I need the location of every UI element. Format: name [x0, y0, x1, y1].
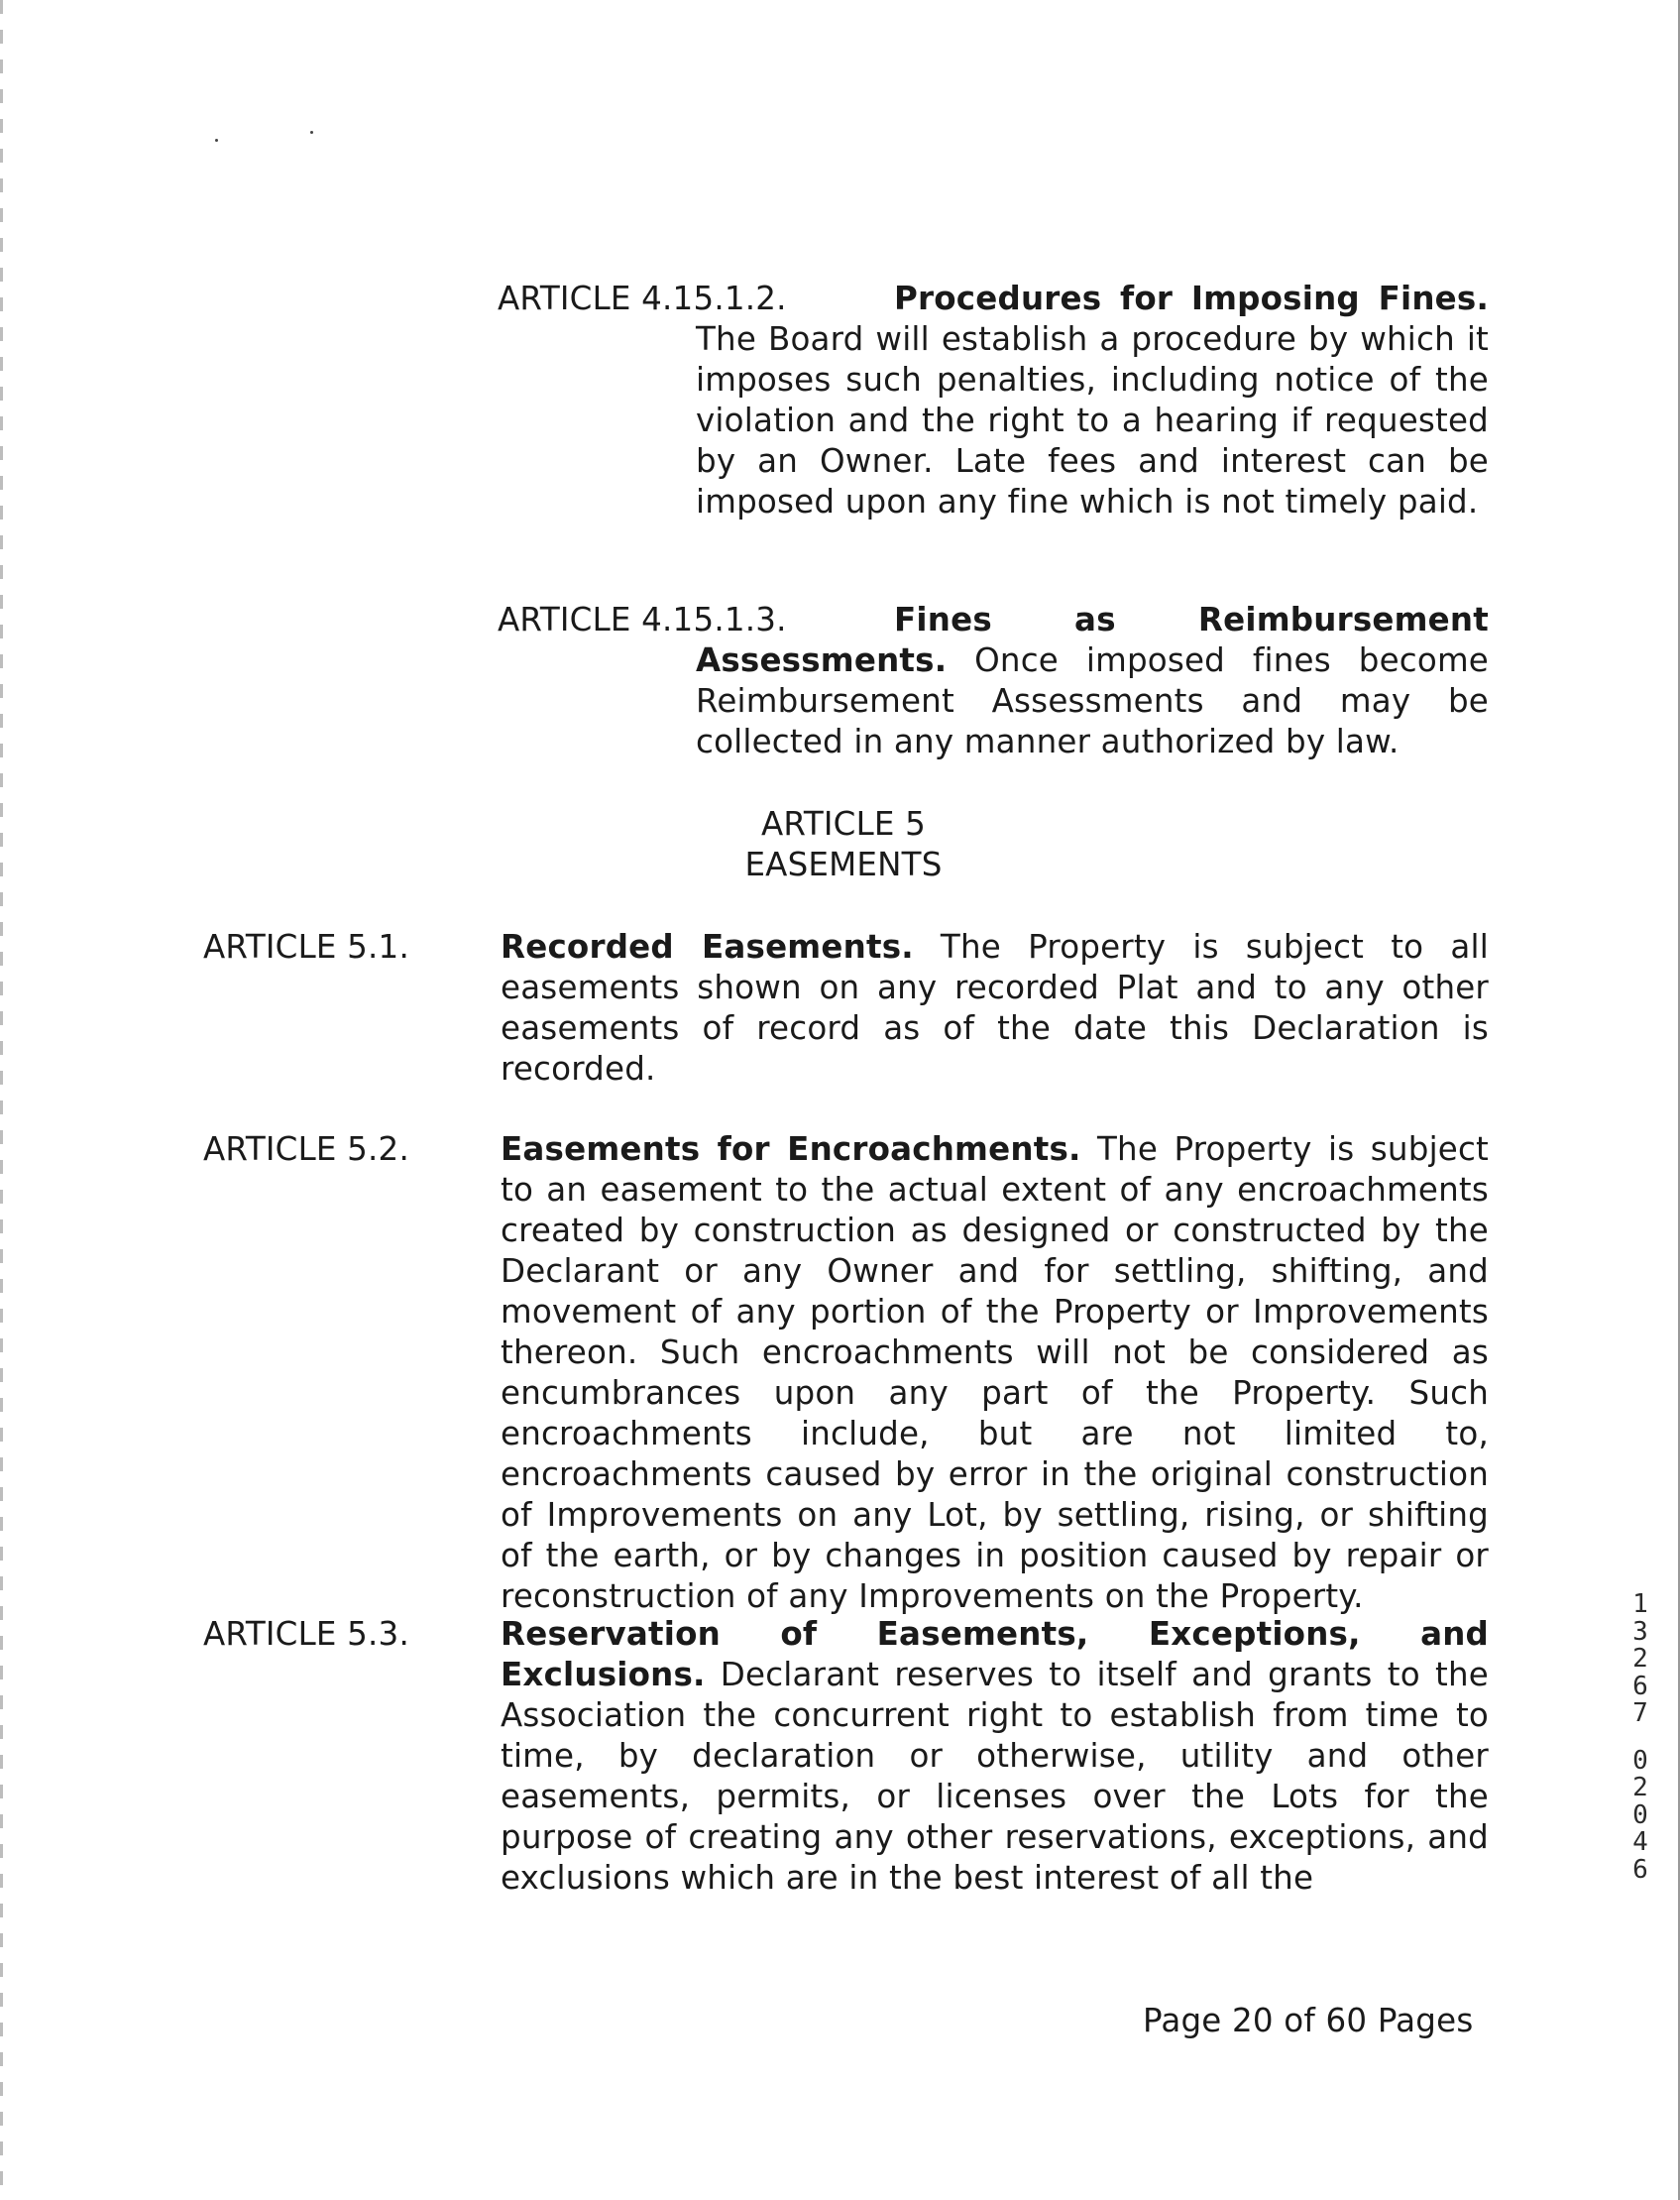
section-label: ARTICLE 4.15.1.3. — [498, 601, 787, 638]
stamp-digit: 0 — [1632, 1745, 1648, 1776]
article-text: The Property is subject to an easement to the actual extent of any encroachments created by construction as designed or constructed by the Declarant or any Owner and for settling, shifting, and movement of any portion of the Property or Improvements thereon. Such encroachments will not be considered as encumbrances upon any part of the Property. Such encroachments include, but are not limited to, encroachments caused by error in the original construction of Improvements on any Lot, by settling, rising, or shifting of the earth, or by changes in position caused by repair or reconstruction of any Improvements on the Property. — [501, 1130, 1490, 1615]
section-title: Procedures for Imposing Fines — [894, 280, 1477, 317]
section-label: ARTICLE 4.15.1.2. — [498, 280, 787, 317]
article-title-punct: . — [693, 1656, 706, 1693]
article-label: ARTICLE 5.2. — [203, 1130, 409, 1168]
stamp-digit: 1 — [1632, 1589, 1648, 1619]
article-label: ARTICLE 5.3. — [203, 1615, 409, 1653]
article-body — [501, 1129, 1489, 1617]
article-body — [501, 1614, 1489, 1899]
article-title-punct: . — [1068, 1130, 1081, 1168]
article-text: The Property is subject to all easements shown on any recorded Plat and to any other easements of record as of the date this Declaration is recorded. — [501, 928, 1489, 1088]
stamp-digit: 0 — [1632, 1799, 1648, 1830]
section-title: Fines as Reimbursement Assessments — [696, 601, 1489, 679]
stamp-digit: 7 — [1632, 1698, 1648, 1728]
section-body — [696, 279, 1489, 522]
section-title-punct: . — [1476, 280, 1489, 317]
section-body — [696, 600, 1489, 762]
article-body — [501, 927, 1489, 1090]
article-title: Reservation of Easements, Exceptions, and Exclusions — [501, 1615, 1489, 1693]
stamp-digit: 3 — [1632, 1616, 1648, 1647]
scan-left-edge — [0, 0, 3, 2200]
stamp-digit: 2 — [1632, 1644, 1648, 1674]
article-name: EASEMENTS — [744, 846, 943, 883]
article-title-punct: . — [901, 928, 914, 966]
article-label: ARTICLE 5.1. — [203, 928, 409, 966]
article-number: ARTICLE 5 — [760, 805, 927, 843]
article-title: Easements for Encroachments — [501, 1130, 1068, 1168]
section-text: The Board will establish a procedure by which it imposes such penalties, including notice of the violation and the right to a hearing if requested by an Owner. Late fees and interest can be imposed upon any fine which is not timely paid. — [696, 320, 1489, 521]
article-text: Declarant reserves to itself and grants to the Association the concurrent right to establish from time to time, by declaration or otherwise, utility and other easements, permits, or licenses over the Lots for the purpose of creating any other reservations, exceptions, and exclusions which are in the best interest of all the — [501, 1656, 1489, 1897]
stamp-digit: 2 — [1632, 1773, 1648, 1802]
recording-stamp — [1625, 1591, 1655, 1884]
scan-speck — [310, 131, 313, 134]
section-title-punct: . — [934, 641, 948, 679]
stamp-gap — [1625, 1728, 1655, 1748]
scan-speck — [215, 139, 218, 142]
page-number: Page 20 of 60 Pages — [1143, 2002, 1474, 2039]
stamp-digit: 4 — [1632, 1827, 1648, 1857]
article-title: Recorded Easements — [501, 928, 902, 966]
stamp-digit: 6 — [1632, 1854, 1648, 1885]
section-text: Once imposed fines become Reimbursement Assessments and may be collected in any manner authorized by law. — [696, 641, 1489, 760]
stamp-digit: 6 — [1632, 1671, 1648, 1701]
